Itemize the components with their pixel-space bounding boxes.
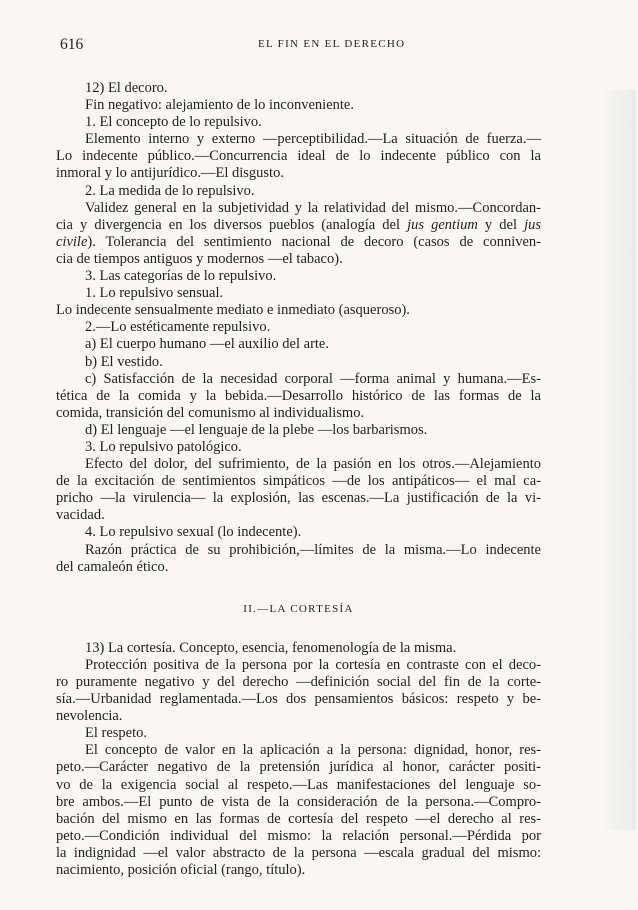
text-line: Elemento interno y externo —perceptibilidad.—La situación de fuerza.— (85, 131, 541, 148)
text-line: 3. Lo repulsivo patológico. (85, 438, 242, 455)
text-line: del camaleón ético. (56, 558, 169, 575)
text-line: b) El vestido. (85, 353, 163, 370)
text-line: a) El cuerpo humano —el auxilio del arte. (85, 336, 329, 353)
text-line: El respeto. (85, 725, 148, 742)
text-line: Fin negativo: alejamiento de lo inconveniente. (85, 97, 354, 114)
text-line: tética de la comida y la bebida.—Desarrollo histórico de las formas de la (56, 387, 541, 404)
text-run: cia y divergencia en los diversos pueblos (analogía del (56, 216, 408, 233)
text-line: 2. La medida de lo repulsivo. (85, 182, 255, 199)
text-line: Protección positiva de la persona por la cortesía en contraste con el deco- (85, 656, 541, 673)
text-line: sía.—Urbanidad reglamentada.—Los dos pensamientos básicos: respeto y be- (56, 691, 541, 708)
text-line: Validez general en la subjetividad y la relatividad del mismo.—Concordan- (85, 199, 541, 216)
text-line: Razón práctica de su prohibición,—límites de la misma.—Lo indecente (85, 541, 541, 558)
text-line: ro puramente negativo y del derecho —definición social del fin de la corte- (56, 674, 541, 690)
text-line: El concepto de valor en la aplicación a la persona: dignidad, honor, res- (85, 742, 541, 759)
latin-term: civile (56, 233, 88, 250)
show-through-shadow (600, 90, 636, 830)
latin-term: jus gentium (407, 216, 478, 233)
section-heading: II.—LA CORTESÍA (243, 602, 354, 615)
text-line: Lo indecente público.—Concurrencia ideal de lo indecente público con la (56, 148, 541, 165)
text-line (56, 233, 541, 251)
text-run: y del (477, 216, 525, 233)
text-line: de la excitación de sentimientos simpáticos —de los antipáticos— el mal ca- (56, 473, 541, 490)
text-line: peto.—Carácter negativo de la pretensión jurídica al honor, carácter positi- (56, 759, 541, 776)
text-line: vo de la exigencia social al respeto.—Las manifestaciones del lenguaje so- (56, 776, 541, 793)
text-line: Lo indecente sensualmente mediato e inmediato (asqueroso). (56, 302, 410, 319)
text-run: ). Tolerancia del sentimiento nacional de decoro (casos de conniven- (87, 233, 541, 250)
text-line: Efecto del dolor, del sufrimiento, de la pasión en los otros.—Alejamiento (85, 456, 541, 473)
text-line: 2.—Lo estéticamente repulsivo. (85, 319, 271, 336)
text-line: 12) El decoro. (85, 80, 168, 96)
text-line: bación del mismo en las formas de cortesía del respeto —el derecho al res- (56, 810, 541, 827)
text-line: vacidad. (56, 507, 105, 524)
text-line: 1. El concepto de lo repulsivo. (85, 114, 262, 131)
text-line: bre ambos.—El punto de vista de la consideración de la persona.—Compro- (56, 793, 541, 810)
text-line: cia de tiempos antiguos y modernos —el tabaco). (56, 250, 343, 267)
text-line (56, 216, 542, 234)
text-line: 1. Lo repulsivo sensual. (85, 285, 224, 302)
text-line: nevolencia. (56, 708, 123, 725)
latin-term: jus (524, 216, 542, 233)
running-title: EL FIN EN EL DERECHO (258, 38, 406, 50)
text-line: pricho —la virulencia— la explosión, las escenas.—La justificación de la vi- (56, 490, 541, 507)
text-line: 4. Lo repulsivo sexual (lo indecente). (85, 524, 302, 541)
text-line: c) Satisfacción de la necesidad corporal —forma animal y humana.—Es- (85, 370, 541, 387)
text-line: 13) La cortesía. Concepto, esencia, fenomenología de la misma. (85, 639, 457, 656)
page-body (56, 80, 542, 879)
page-number: 616 (60, 36, 84, 53)
text-line: comida, transición del comunismo al individualismo. (56, 404, 365, 421)
text-line: 3. Las categorías de lo repulsivo. (85, 268, 277, 285)
text-line: peto.—Condición individual del mismo: la relación personal.—Pérdida por (56, 827, 541, 844)
text-line: d) El lenguaje —el lenguaje de la plebe —los barbarismos. (85, 421, 428, 438)
text-line: nacimiento, posición oficial (rango, título). (56, 862, 306, 879)
text-line: inmoral y lo antijurídico.—El disgusto. (56, 165, 284, 182)
text-line: la indignidad —el valor abstracto de la persona —escala gradual del mismo: (56, 844, 541, 861)
